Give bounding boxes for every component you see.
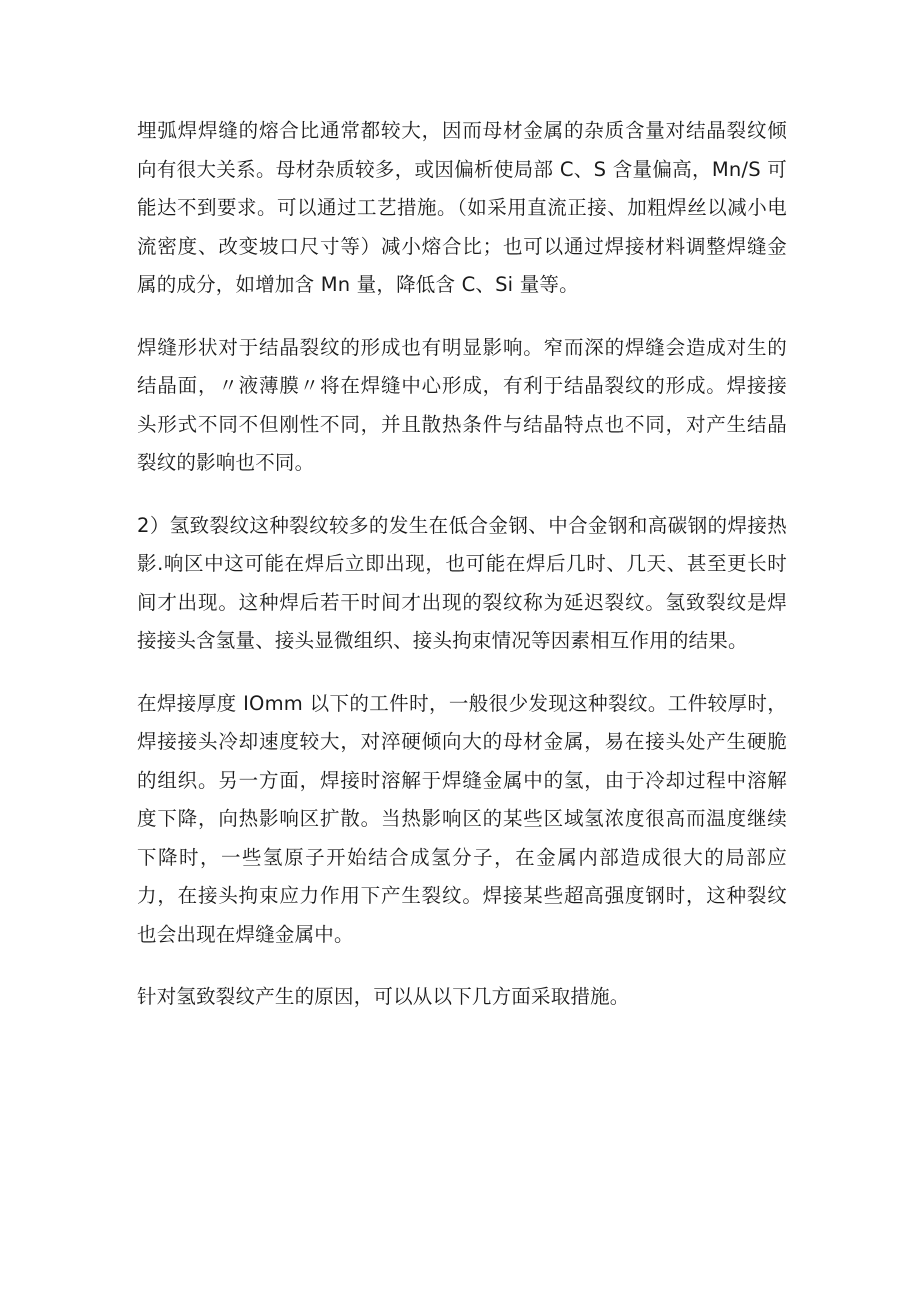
paragraph-5: 针对氢致裂纹产生的原因，可以从以下几方面采取措施。 [137, 985, 630, 1008]
document-body [137, 112, 787, 1041]
paragraph-1: 埋弧焊焊缝的熔合比通常都较大，因而母材金属的杂质含量对结晶裂纹倾向有很大关系。母材杂质较多，或因偏析使局部 C、S 含量偏高，Mn/S 可能达不到要求。可以通过工艺措施。（如采用直流正接、加粗焊丝以减小电流密度、改变坡口尺寸等）减小熔合比；也可以通过焊接材料调整焊缝金属的成分，如增加含 Mn 量，降低含 C、Si 量等。 [137, 119, 787, 296]
paragraph-4: 在焊接厚度 IOmm 以下的工件时，一般很少发现这种裂纹。工件较厚时，焊接接头冷却速度较大，对淬硬倾向大的母材金属，易在接头处产生硬脆的组织。另一方面，焊接时溶解于焊缝金属中的氢，由于冷却过程中溶解度下降，向热影响区扩散。当热影响区的某些区域氢浓度很高而温度继续下降时，一些氢原子开始结合成氢分子，在金属内部造成很大的局部应力，在接头拘束应力作用下产生裂纹。焊接某些超高强度钢时，这种裂纹也会出现在焊缝金属中。 [137, 691, 787, 946]
paragraph-3: 2）氢致裂纹这种裂纹较多的发生在低合金钢、中合金钢和高碳钢的焊接热影.响区中这可能在焊后立即出现，也可能在焊后几时、几天、甚至更长时间才出现。这种焊后若干时间才出现的裂纹称为延迟裂纹。氢致裂纹是焊接接头含氢量、接头显微组织、接头拘束情况等因素相互作用的结果。 [137, 513, 787, 652]
paragraph-2: 焊缝形状对于结晶裂纹的形成也有明显影响。窄而深的焊缝会造成对生的结晶面，〃液薄膜〃将在焊缝中心形成，有利于结晶裂纹的形成。焊接接头形式不同不但刚性不同，并且散热条件与结晶特点也不同，对产生结晶裂纹的影响也不同。 [137, 335, 787, 474]
